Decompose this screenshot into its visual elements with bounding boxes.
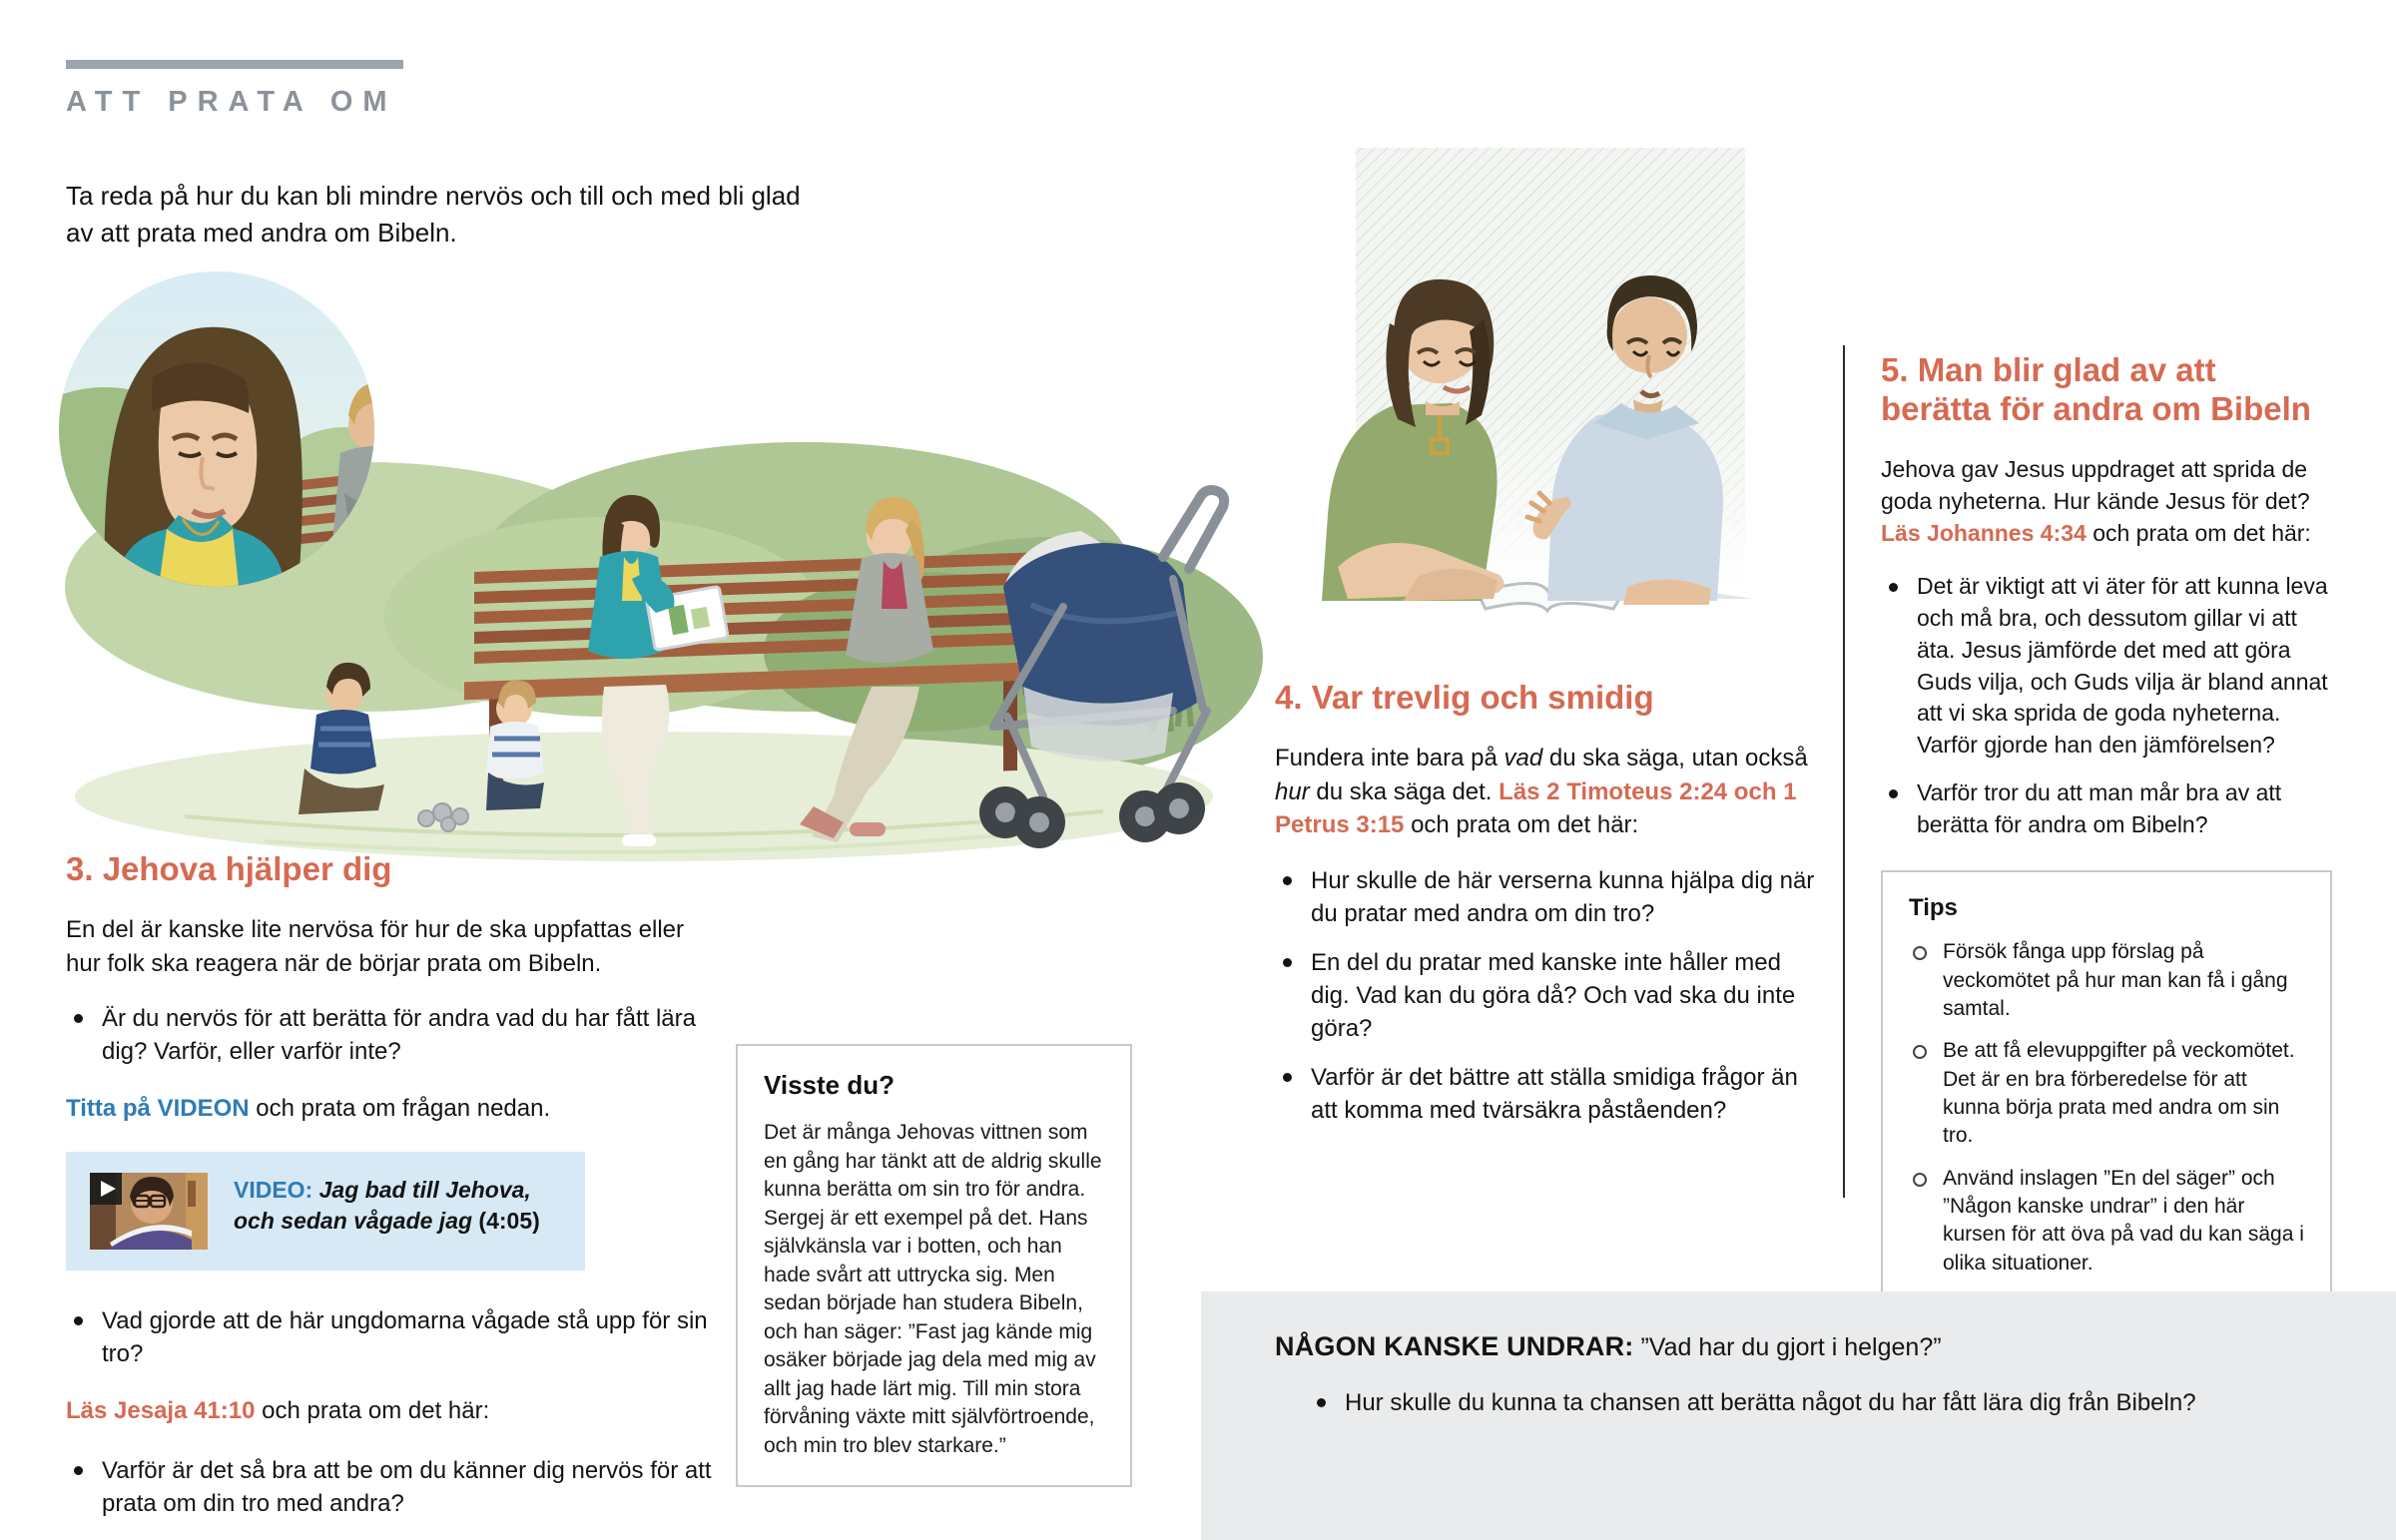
- tip-item: Be att få elevuppgifter på veckomötet. Det är en bra förberedelse för att kunna börja prata med andra om sin tro.: [1909, 1037, 2304, 1150]
- tip-item: Försök fånga upp förslag på veckomötet på hur man kan få i gång samtal.: [1909, 938, 2304, 1023]
- conversation-illustration: [1298, 148, 1812, 667]
- list-item: Vad gjorde att de här ungdomarna vågade stå upp för sin tro?: [66, 1304, 720, 1370]
- intro-text: och prata om det här:: [2086, 520, 2311, 547]
- video-label: VIDEO:: [234, 1176, 313, 1203]
- watch-video-link[interactable]: Titta på VIDEON: [66, 1095, 250, 1123]
- intro-text: du ska säga det.: [1309, 777, 1499, 805]
- tips-title: Tips: [1909, 894, 1958, 922]
- watch-video-rest: och prata om frågan nedan.: [249, 1095, 551, 1123]
- tip-item: Använd inslagen ”En del säger” och ”Någon kanske undrar” i den här kursen för att öva på vad du kan säga i olika situationer.: [1909, 1165, 2304, 1278]
- list-item: Är du nervös för att berätta för andra vad du har fått lära dig? Varför, eller varför inte?: [66, 1002, 720, 1068]
- read-jesaja-line: [66, 1394, 720, 1428]
- list-item: Varför är det så bra att be om du känner dig nervös för att prata om din tro med andra?: [66, 1454, 720, 1520]
- tips-box: [1881, 870, 2332, 1311]
- list-item: En del du pratar med kanske inte håller med dig. Vad kan du göra då? Och vad ska du inte göra?: [1275, 946, 1819, 1045]
- watch-video-line: [66, 1092, 720, 1126]
- intro-italic: hur: [1275, 777, 1310, 805]
- list-item: Det är viktigt att vi äter för att kunna leva och må bra, och dessutom gillar vi att äta. Jesus jämförde det med att göra Guds vilja, och Guds vilja är bland annat att vi ska sprida de goda nyheterna. Varför gjorde han den jämförelsen?: [1881, 571, 2332, 761]
- video-box[interactable]: [66, 1152, 585, 1271]
- section-3-intro: En del är kanske lite nervösa för hur de ska uppfattas eller hur folk ska reagera när de börjar prata om Bibeln.: [66, 915, 685, 977]
- section-3-list-c: [66, 1454, 720, 1520]
- kicker-bar: [66, 60, 403, 69]
- section-3-list-b: [66, 1304, 720, 1370]
- section-5-divider: [1843, 345, 1845, 1198]
- did-you-know-title: Visste du?: [764, 1070, 896, 1100]
- page-intro: Ta reda på hur du kan bli mindre nervös och till och med bli glad av att prata med andra om Bibeln.: [66, 181, 801, 248]
- video-caption: [234, 1173, 561, 1250]
- park-scene-illustration: [45, 257, 1193, 856]
- play-icon: [90, 1173, 122, 1205]
- video-title: Jag bad till Jehova, och sedan vågade jag: [234, 1176, 531, 1234]
- did-you-know-body: Det är många Jehovas vittnen som en gång har tänkt att de aldrig skulle kunna berätta om sin tro för andra. Sergej är ett exempel på det. Hans självkänsla var i botten, och han hade svårt att uttrycka sig. Men sedan började han studera Bibeln, och han säger: ”Fast jag kände mig osäker började jag dela med mig av allt jag hade lärt mig. Till min stora förvåning växte mitt självförtroende, och min tro blev starkare.”: [764, 1121, 1102, 1458]
- section-5: [1881, 351, 2332, 1311]
- list-item: Varför tror du att man mår bra av att berätta för andra om Bibeln?: [1881, 777, 2332, 840]
- list-item: Hur skulle du kunna ta chansen att berätta något du har fått lära dig från Bibeln?: [1309, 1386, 2336, 1419]
- wonder-line: [1275, 1331, 2336, 1362]
- section-4-list: [1275, 864, 1819, 1128]
- section-4: [1275, 679, 1819, 1151]
- intro-italic: vad: [1503, 744, 1543, 771]
- list-item: Varför är det bättre att ställa smidiga frågor än att komma med tvärsäkra påståenden?: [1275, 1061, 1819, 1127]
- video-duration: (4:05): [478, 1207, 540, 1234]
- did-you-know-box: [736, 1044, 1132, 1487]
- intro-text: Jehova gav Jesus uppdraget att sprida de goda nyheterna. Hur kände Jesus för det?: [1881, 455, 2310, 515]
- wonder-quote: ”Vad har du gjort i helgen?”: [1633, 1333, 1942, 1361]
- section-5-intro: [1881, 453, 2332, 550]
- section-3: [66, 850, 720, 1540]
- read-timoteus-link[interactable]: Läs 2 Timoteus 2:24 och 1 Petrus 3:15: [1275, 777, 1797, 839]
- someone-may-wonder-panel: [1201, 1291, 2396, 1540]
- section-4-heading: 4. Var trevlig och smidig: [1275, 679, 1654, 716]
- wonder-list: [1309, 1386, 2336, 1419]
- section-5-heading: 5. Man blir glad av att berätta för andra om Bibeln: [1881, 351, 2311, 427]
- page-kicker: ATT PRATA OM: [66, 86, 397, 118]
- intro-text: och prata om det här:: [1404, 811, 1639, 839]
- intro-text: Fundera inte bara på: [1275, 744, 1504, 771]
- intro-text: du ska säga, utan också: [1542, 744, 1808, 771]
- video-thumbnail[interactable]: [90, 1173, 208, 1250]
- study-woman: [1322, 279, 1504, 601]
- section-3-heading: 3. Jehova hjälper dig: [66, 850, 392, 887]
- read-johannes-link[interactable]: Läs Johannes 4:34: [1881, 520, 2087, 547]
- section-4-intro: [1275, 742, 1819, 842]
- read-jesaja-rest: och prata om det här:: [255, 1397, 490, 1425]
- list-item: Hur skulle de här verserna kunna hjälpa dig när du pratar med andra om din tro?: [1275, 864, 1819, 930]
- wonder-label: NÅGON KANSKE UNDRAR:: [1275, 1331, 1634, 1361]
- read-jesaja-link[interactable]: Läs Jesaja 41:10: [66, 1397, 256, 1425]
- section-3-list-a: [66, 1002, 720, 1068]
- section-5-list: [1881, 571, 2332, 840]
- tips-list: [1909, 938, 2304, 1278]
